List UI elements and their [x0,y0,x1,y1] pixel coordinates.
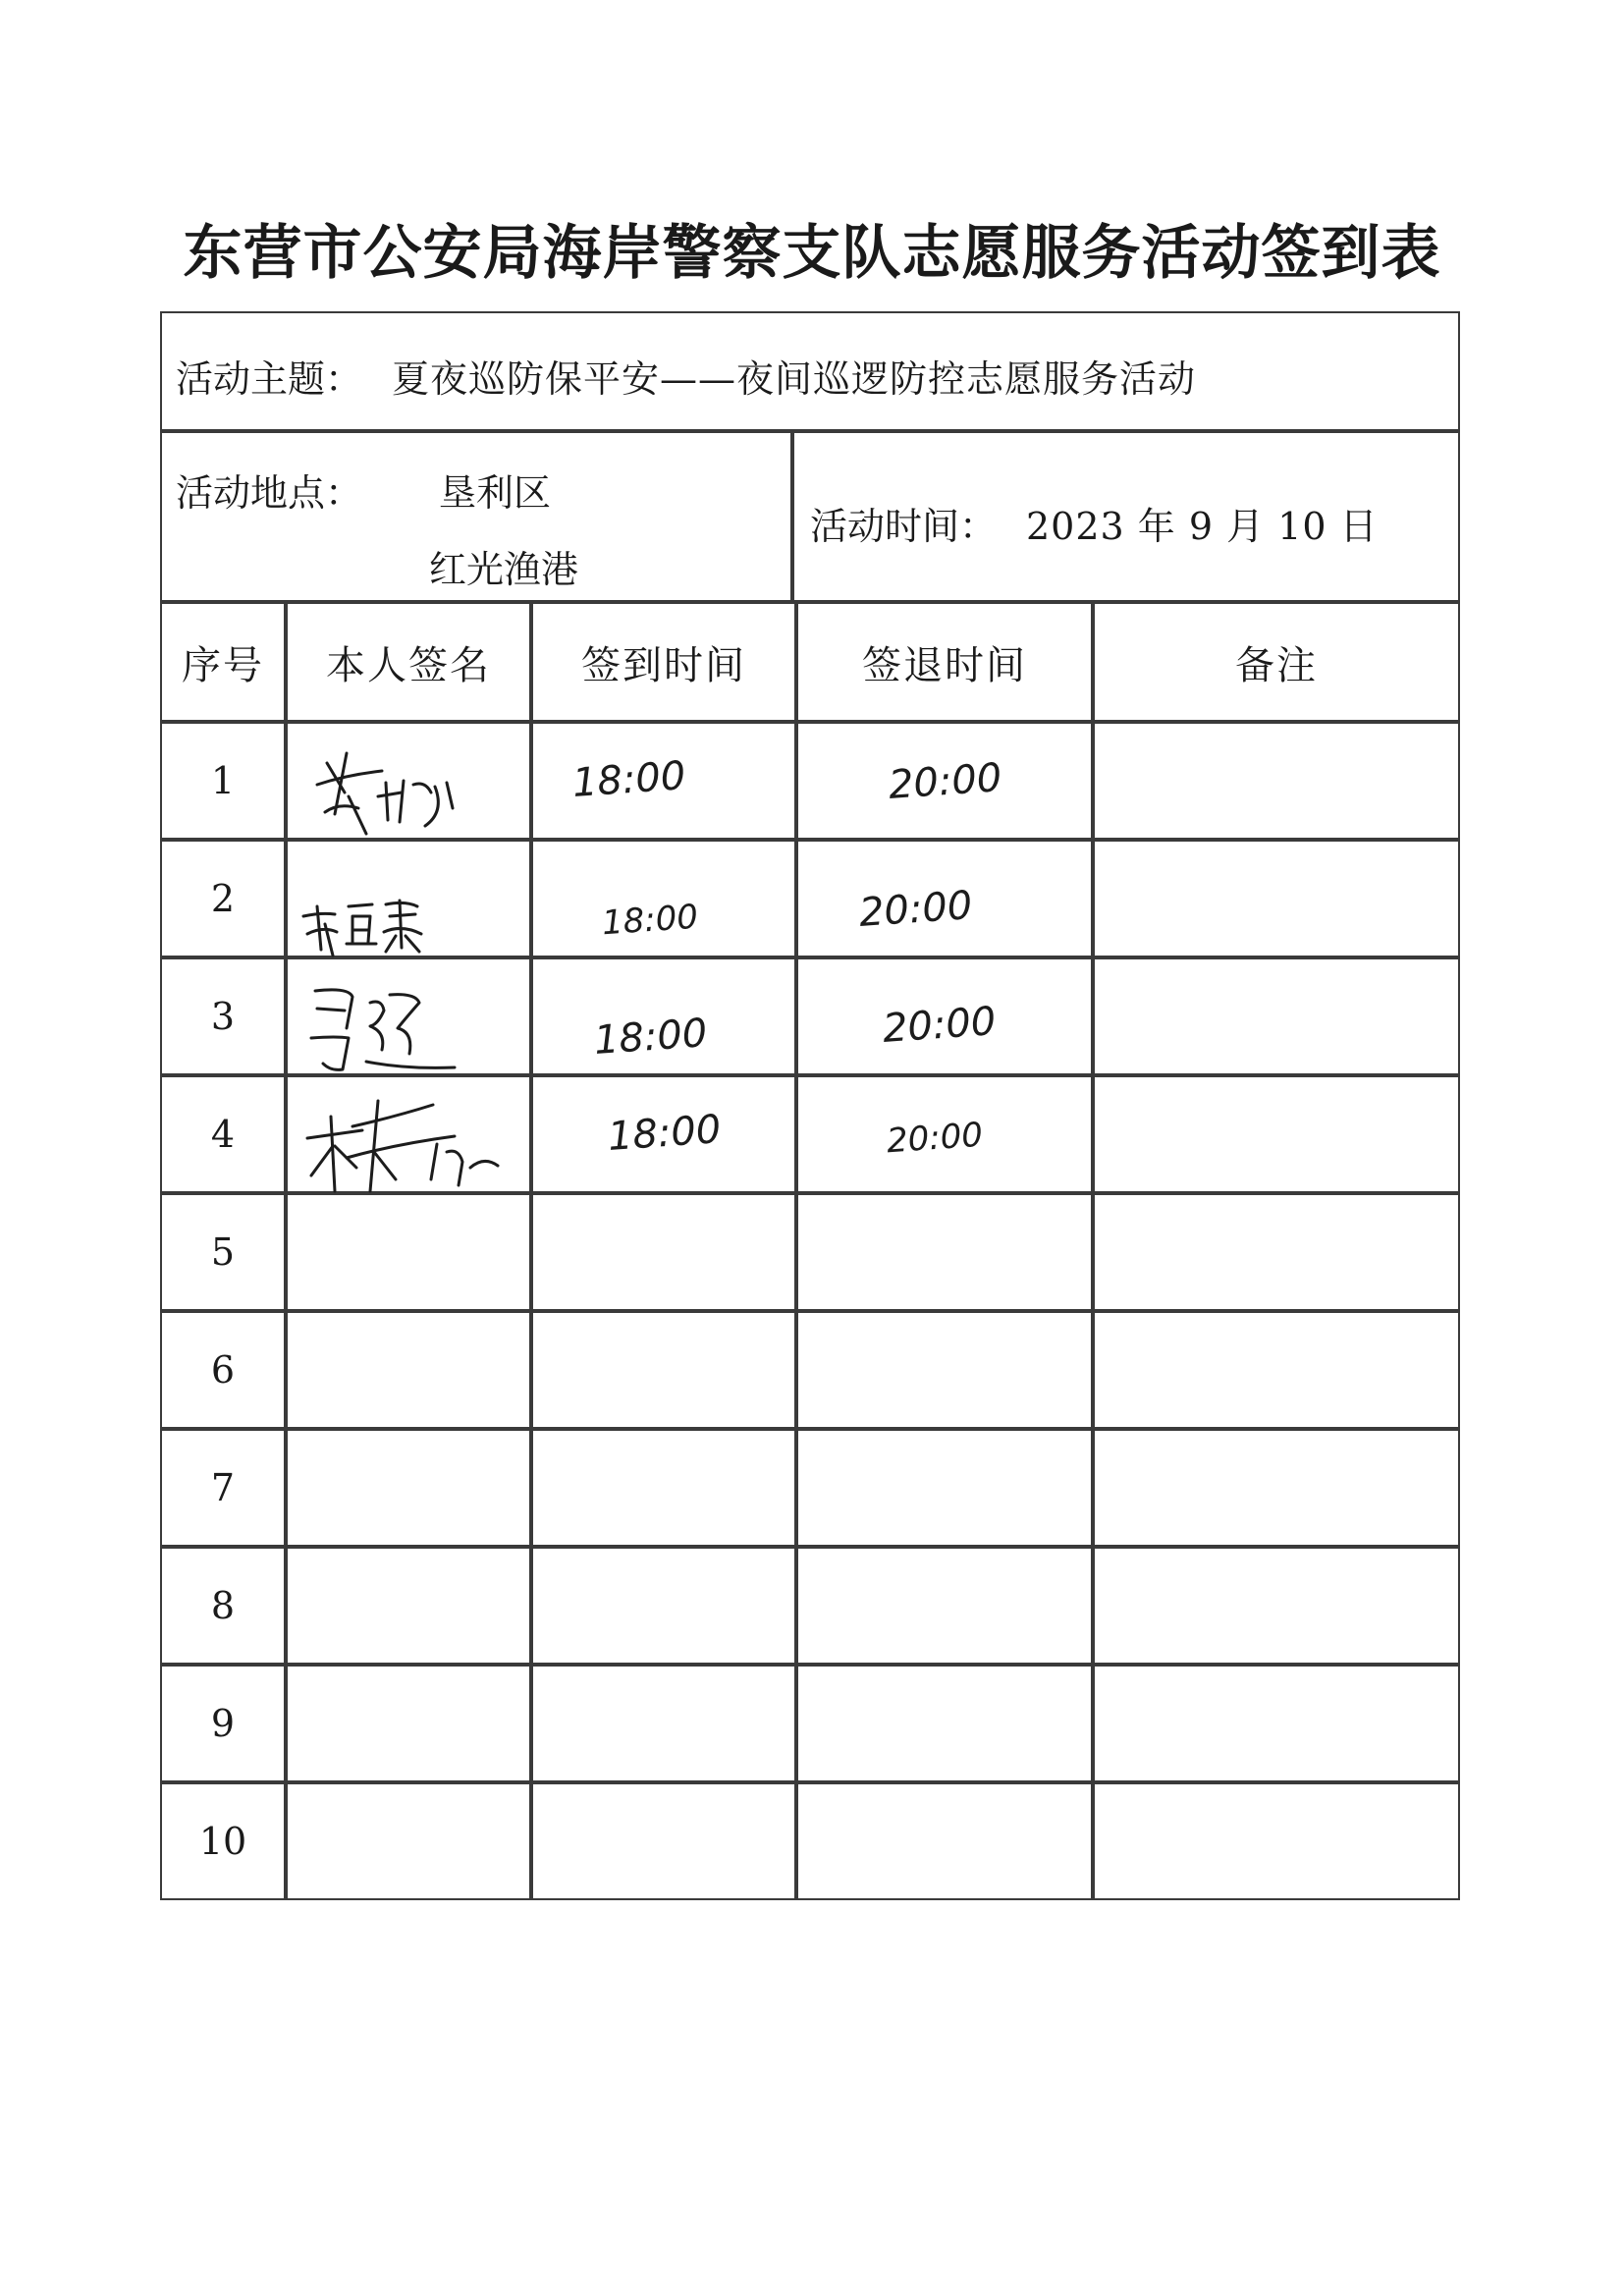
checkin-1: 18:00 [570,753,687,806]
row-10-no: 10 [160,1782,286,1900]
signature-4 [288,1077,533,1195]
signature-2 [288,842,533,959]
row-4-signature-cell [286,1075,531,1193]
row-2-checkin-cell [531,840,796,957]
checkout-4: 20:00 [885,1115,985,1162]
location-label: 活动地点： [176,471,363,515]
row-3-checkout-cell [796,957,1093,1075]
row-5-checkin [531,1193,796,1311]
row-7-note [1093,1429,1460,1547]
theme-cell [160,311,1460,431]
location-line2: 红光渔港 [429,548,579,591]
header-checkout: 签退时间 [796,602,1093,722]
row-3-checkin-cell [531,957,796,1075]
row-4-no: 4 [160,1075,286,1193]
row-2-signature-cell [286,840,531,957]
row-8-no: 8 [160,1547,286,1665]
row-4-checkout-cell [796,1075,1093,1193]
row-6-signature [286,1311,531,1429]
page-title: 东营市公安局海岸警察支队志愿服务活动签到表 [183,219,1441,288]
row-4-checkin-cell [531,1075,796,1193]
row-1-signature-cell [286,722,531,840]
header-signature: 本人签名 [286,602,531,722]
row-8-checkout [796,1547,1093,1665]
row-2-no: 2 [160,840,286,957]
checkout-3: 20:00 [881,999,998,1052]
row-1-checkout-cell [796,722,1093,840]
header-note: 备注 [1093,602,1460,722]
row-7-checkin [531,1429,796,1547]
row-7-signature [286,1429,531,1547]
row-1-note [1093,722,1460,840]
checkout-2: 20:00 [857,883,974,936]
row-9-signature [286,1665,531,1782]
row-9-no: 9 [160,1665,286,1782]
row-6-checkin [531,1311,796,1429]
row-9-checkout [796,1665,1093,1782]
location-cell [160,431,792,602]
sign-in-sheet [161,312,1461,1899]
row-8-signature [286,1547,531,1665]
time-cell [792,431,1460,602]
row-5-note [1093,1193,1460,1311]
checkout-1: 20:00 [887,755,1003,808]
row-7-checkout [796,1429,1093,1547]
time-value: 2023 年 9 月 10 日 [1026,505,1379,548]
row-5-checkout [796,1193,1093,1311]
row-1-checkin-cell [531,722,796,840]
row-3-no: 3 [160,957,286,1075]
row-6-note [1093,1311,1460,1429]
row-8-note [1093,1547,1460,1665]
row-10-note [1093,1782,1460,1900]
row-10-signature [286,1782,531,1900]
row-9-note [1093,1665,1460,1782]
row-4-note [1093,1075,1460,1193]
row-3-note [1093,957,1460,1075]
theme-value: 夏夜巡防保平安——夜间巡逻防控志愿服务活动 [392,357,1197,401]
row-5-signature [286,1193,531,1311]
row-9-checkin [531,1665,796,1782]
theme-label: 活动主题： [176,357,363,401]
signature-1 [288,724,533,842]
row-5-no: 5 [160,1193,286,1311]
row-10-checkout [796,1782,1093,1900]
row-1-no: 1 [160,722,286,840]
time-label: 活动时间： [810,505,998,548]
header-checkin: 签到时间 [531,602,796,722]
row-6-checkout [796,1311,1093,1429]
checkin-3: 18:00 [592,1011,709,1064]
row-7-no: 7 [160,1429,286,1547]
row-10-checkin [531,1782,796,1900]
location-line1: 垦利区 [439,471,552,515]
row-8-checkin [531,1547,796,1665]
signature-3 [288,959,533,1077]
header-no: 序号 [160,602,286,722]
checkin-4: 18:00 [606,1107,723,1160]
row-2-note [1093,840,1460,957]
row-2-checkout-cell [796,840,1093,957]
row-3-signature-cell [286,957,531,1075]
row-6-no: 6 [160,1311,286,1429]
checkin-2: 18:00 [600,897,700,944]
